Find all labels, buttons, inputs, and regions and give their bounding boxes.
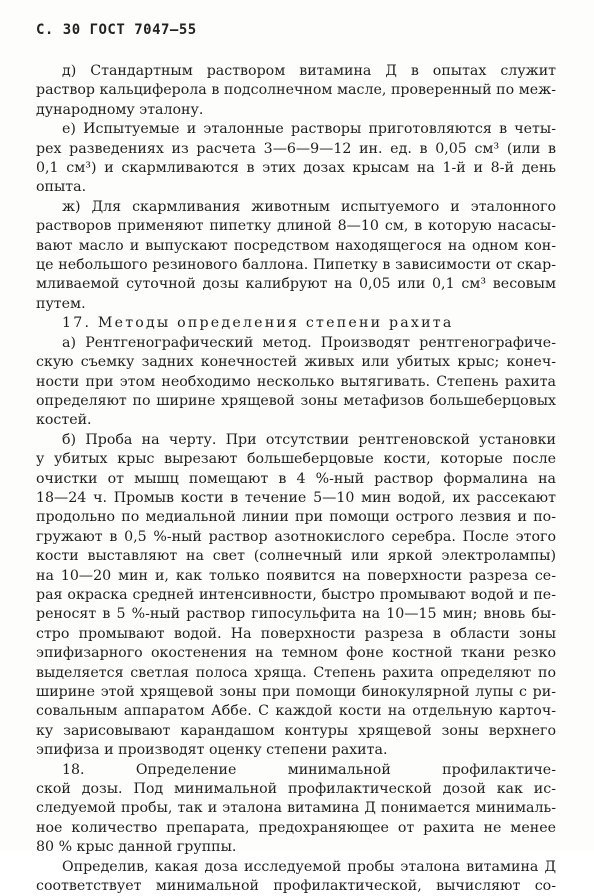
text-line: 18—24 ч. Промыв кости в течение 5—10 мин водой, их рассекают	[36, 489, 556, 506]
text-line: опыта.	[36, 179, 87, 196]
paragraph-e	[36, 120, 556, 198]
text-line: гружают в 0,5 %-ный раствор азотнокислого серебра. После этого	[36, 528, 556, 545]
text-line: ности при этом необходимо несколько вытягивать. Степень рахита	[36, 373, 556, 390]
paragraph-a	[36, 334, 556, 431]
text-line: д) Стандартным раствором витамина Д в опытах служит	[62, 63, 556, 79]
text-line: ж) Для скармливания животным испытуемого и эталонного	[62, 198, 556, 215]
section-18	[36, 761, 556, 858]
text-line: ное количество препарата, предохраняющее от рахита не менее	[36, 819, 556, 836]
text-line: очистки от мышц помещают в 4 %-ный раствор формалина на	[36, 470, 556, 487]
text-line: определяют по ширине хрящевой зоны метафизов большеберцовых	[36, 392, 556, 409]
text-line: эпифиза и производят оценку степени рахита.	[36, 742, 388, 759]
text-line: 18. Определение минимальной профилактиче-	[62, 761, 556, 778]
text-line: костей.	[36, 412, 92, 429]
text-line: ской дозы. Под минимальной профилактической дозой как ис-	[36, 781, 556, 798]
section-heading: 17. Методы определения степени рахита	[62, 315, 454, 332]
text-line: эпифизарного окостенения на темном фоне костной ткани резко	[36, 645, 556, 662]
text-line: дународному эталону.	[36, 101, 204, 118]
section-17-heading	[36, 314, 556, 333]
text-line: е) Испытуемые и эталонные растворы приготовляются в четы-	[62, 121, 556, 138]
text-line: рех разведениях из расчета 3—6—9—12 ин. ед. в 0,05 см³ (или в	[36, 140, 556, 157]
text-line: а) Рентгенографический метод. Производят рентгенографиче-	[62, 334, 556, 351]
text-line: у убитых крыс вырезают большеберцовые кости, которые после	[36, 451, 556, 468]
text-line: рая окраска средней интенсивности, быстро промывают водой и пе-	[36, 586, 556, 603]
paragraph-final	[36, 858, 556, 896]
text-line: 0,1 см³) и скармливаются в этих дозах крысам на 1-й и 8-й день	[36, 160, 556, 177]
paragraph-zh	[36, 198, 556, 314]
text-line: выделяется светлая полоса хряща. Степень рахита определяют по	[36, 664, 556, 681]
text-line: растворов применяют пипетку длиной 8—10 см, в которую насасы-	[36, 218, 556, 235]
paragraph-b	[36, 431, 556, 761]
text-line: на 10—20 мин и, как только появится на поверхности разреза се-	[36, 567, 556, 584]
text-line: кости выставляют на свет (солнечный или яркой электролампы)	[36, 548, 556, 565]
paragraph-d	[36, 62, 556, 120]
text-line: ку зарисовывают карандашом контуры хрящевой зоны верхнего	[36, 722, 556, 739]
text-line: Определив, какая доза исследуемой пробы эталона витамина Д	[62, 858, 556, 875]
text-line: продольно по медиальной линии при помощи острого лезвия и по-	[36, 509, 556, 526]
text-line: 80 % крыс данной группы.	[36, 839, 237, 856]
text-line: мливаемой суточной дозы калибруют на 0,05 или 0,1 см³ весовым	[36, 276, 556, 293]
text-line: раствор кальциферола в подсолнечном масле, проверенный по меж-	[36, 82, 556, 99]
text-line: б) Проба на черту. При отсутствии рентгеновской установки	[62, 431, 556, 448]
text-line: вают масло и выпускают посредством находящегося на одном кон-	[36, 237, 556, 254]
text-line: соответствует минимальной профилактической, вычисляют со-	[36, 878, 556, 895]
text-line: скую съемку задних конечностей живых или убитых крыс; конеч-	[36, 354, 556, 371]
text-line: ширине этой хрящевой зоны при помощи бинокулярной лупы с ри-	[36, 684, 556, 700]
document-body	[36, 62, 556, 896]
text-line: путем.	[36, 295, 86, 312]
text-line: стро промывают водой. На поверхности разреза в области зоны	[36, 625, 556, 642]
page-header: С. 30 ГОСТ 7047—55	[36, 22, 197, 38]
text-line: реносят в 5 %-ный раствор гипосульфита на 10—15 мин; вновь бы-	[36, 606, 556, 623]
text-line: це небольшого резинового баллона. Пипетку в зависимости от скар-	[36, 257, 556, 274]
text-line: совальным аппаратом Аббе. С каждой кости на отдельную карточ-	[36, 703, 556, 720]
text-line: следуемой пробы, так и эталона витамина Д понимается минималь-	[36, 800, 556, 817]
